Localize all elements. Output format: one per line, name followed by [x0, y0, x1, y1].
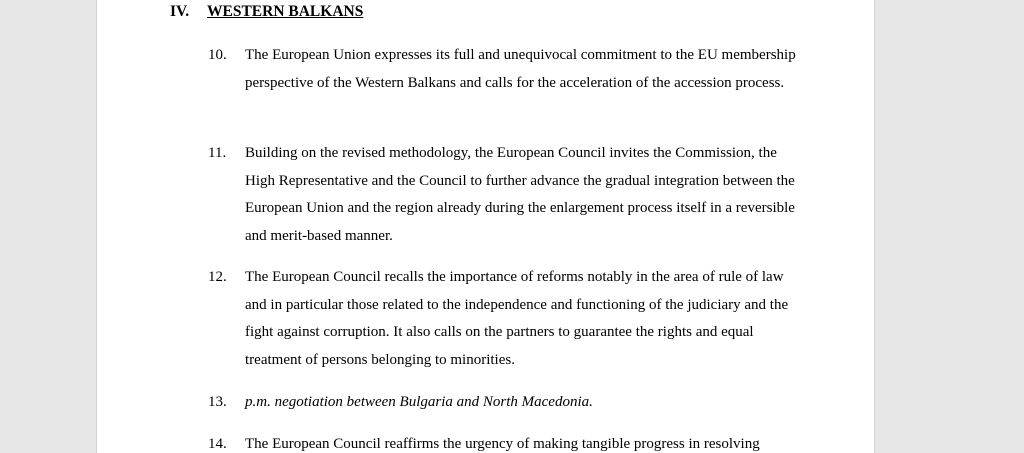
- paragraph-13: [208, 389, 798, 417]
- section-title: WESTERN BALKANS: [207, 3, 364, 20]
- paragraph-number: 12.: [208, 269, 227, 285]
- paragraph-11: [208, 140, 798, 250]
- section-number: IV.: [170, 3, 190, 20]
- paragraph-number: 10.: [208, 47, 227, 63]
- paragraph-text: The European Council reaffirms the urgency of making tangible progress in resolving: [245, 436, 760, 452]
- section-heading: [170, 3, 363, 21]
- paragraph-text: Building on the revised methodology, the European Council invites the Commission, the High Representative and the Council to further advance the gradual integration between the European Union and the region already during the enlargement process itself in a reversible and merit-based manner.: [245, 145, 795, 244]
- paragraph-10: [208, 42, 798, 97]
- paragraph-14: [208, 431, 798, 453]
- paragraph-number: 13.: [208, 394, 227, 410]
- paragraph-text: p.m. negotiation between Bulgaria and North Macedonia.: [245, 394, 593, 410]
- paragraph-12: [208, 264, 798, 374]
- paragraph-text: The European Union expresses its full and unequivocal commitment to the EU membership perspective of the Western Balkans and calls for the acceleration of the accession process.: [245, 47, 796, 91]
- paragraph-text: The European Council recalls the importance of reforms notably in the area of rule of law and in particular those related to the independence and functioning of the judiciary and the fight against corruption. It also calls on the partners to guarantee the rights and equal treatment of persons belonging to minorities.: [245, 269, 789, 368]
- paragraph-number: 11.: [208, 145, 227, 161]
- document-page: [96, 0, 875, 453]
- paragraph-number: 14.: [208, 436, 227, 452]
